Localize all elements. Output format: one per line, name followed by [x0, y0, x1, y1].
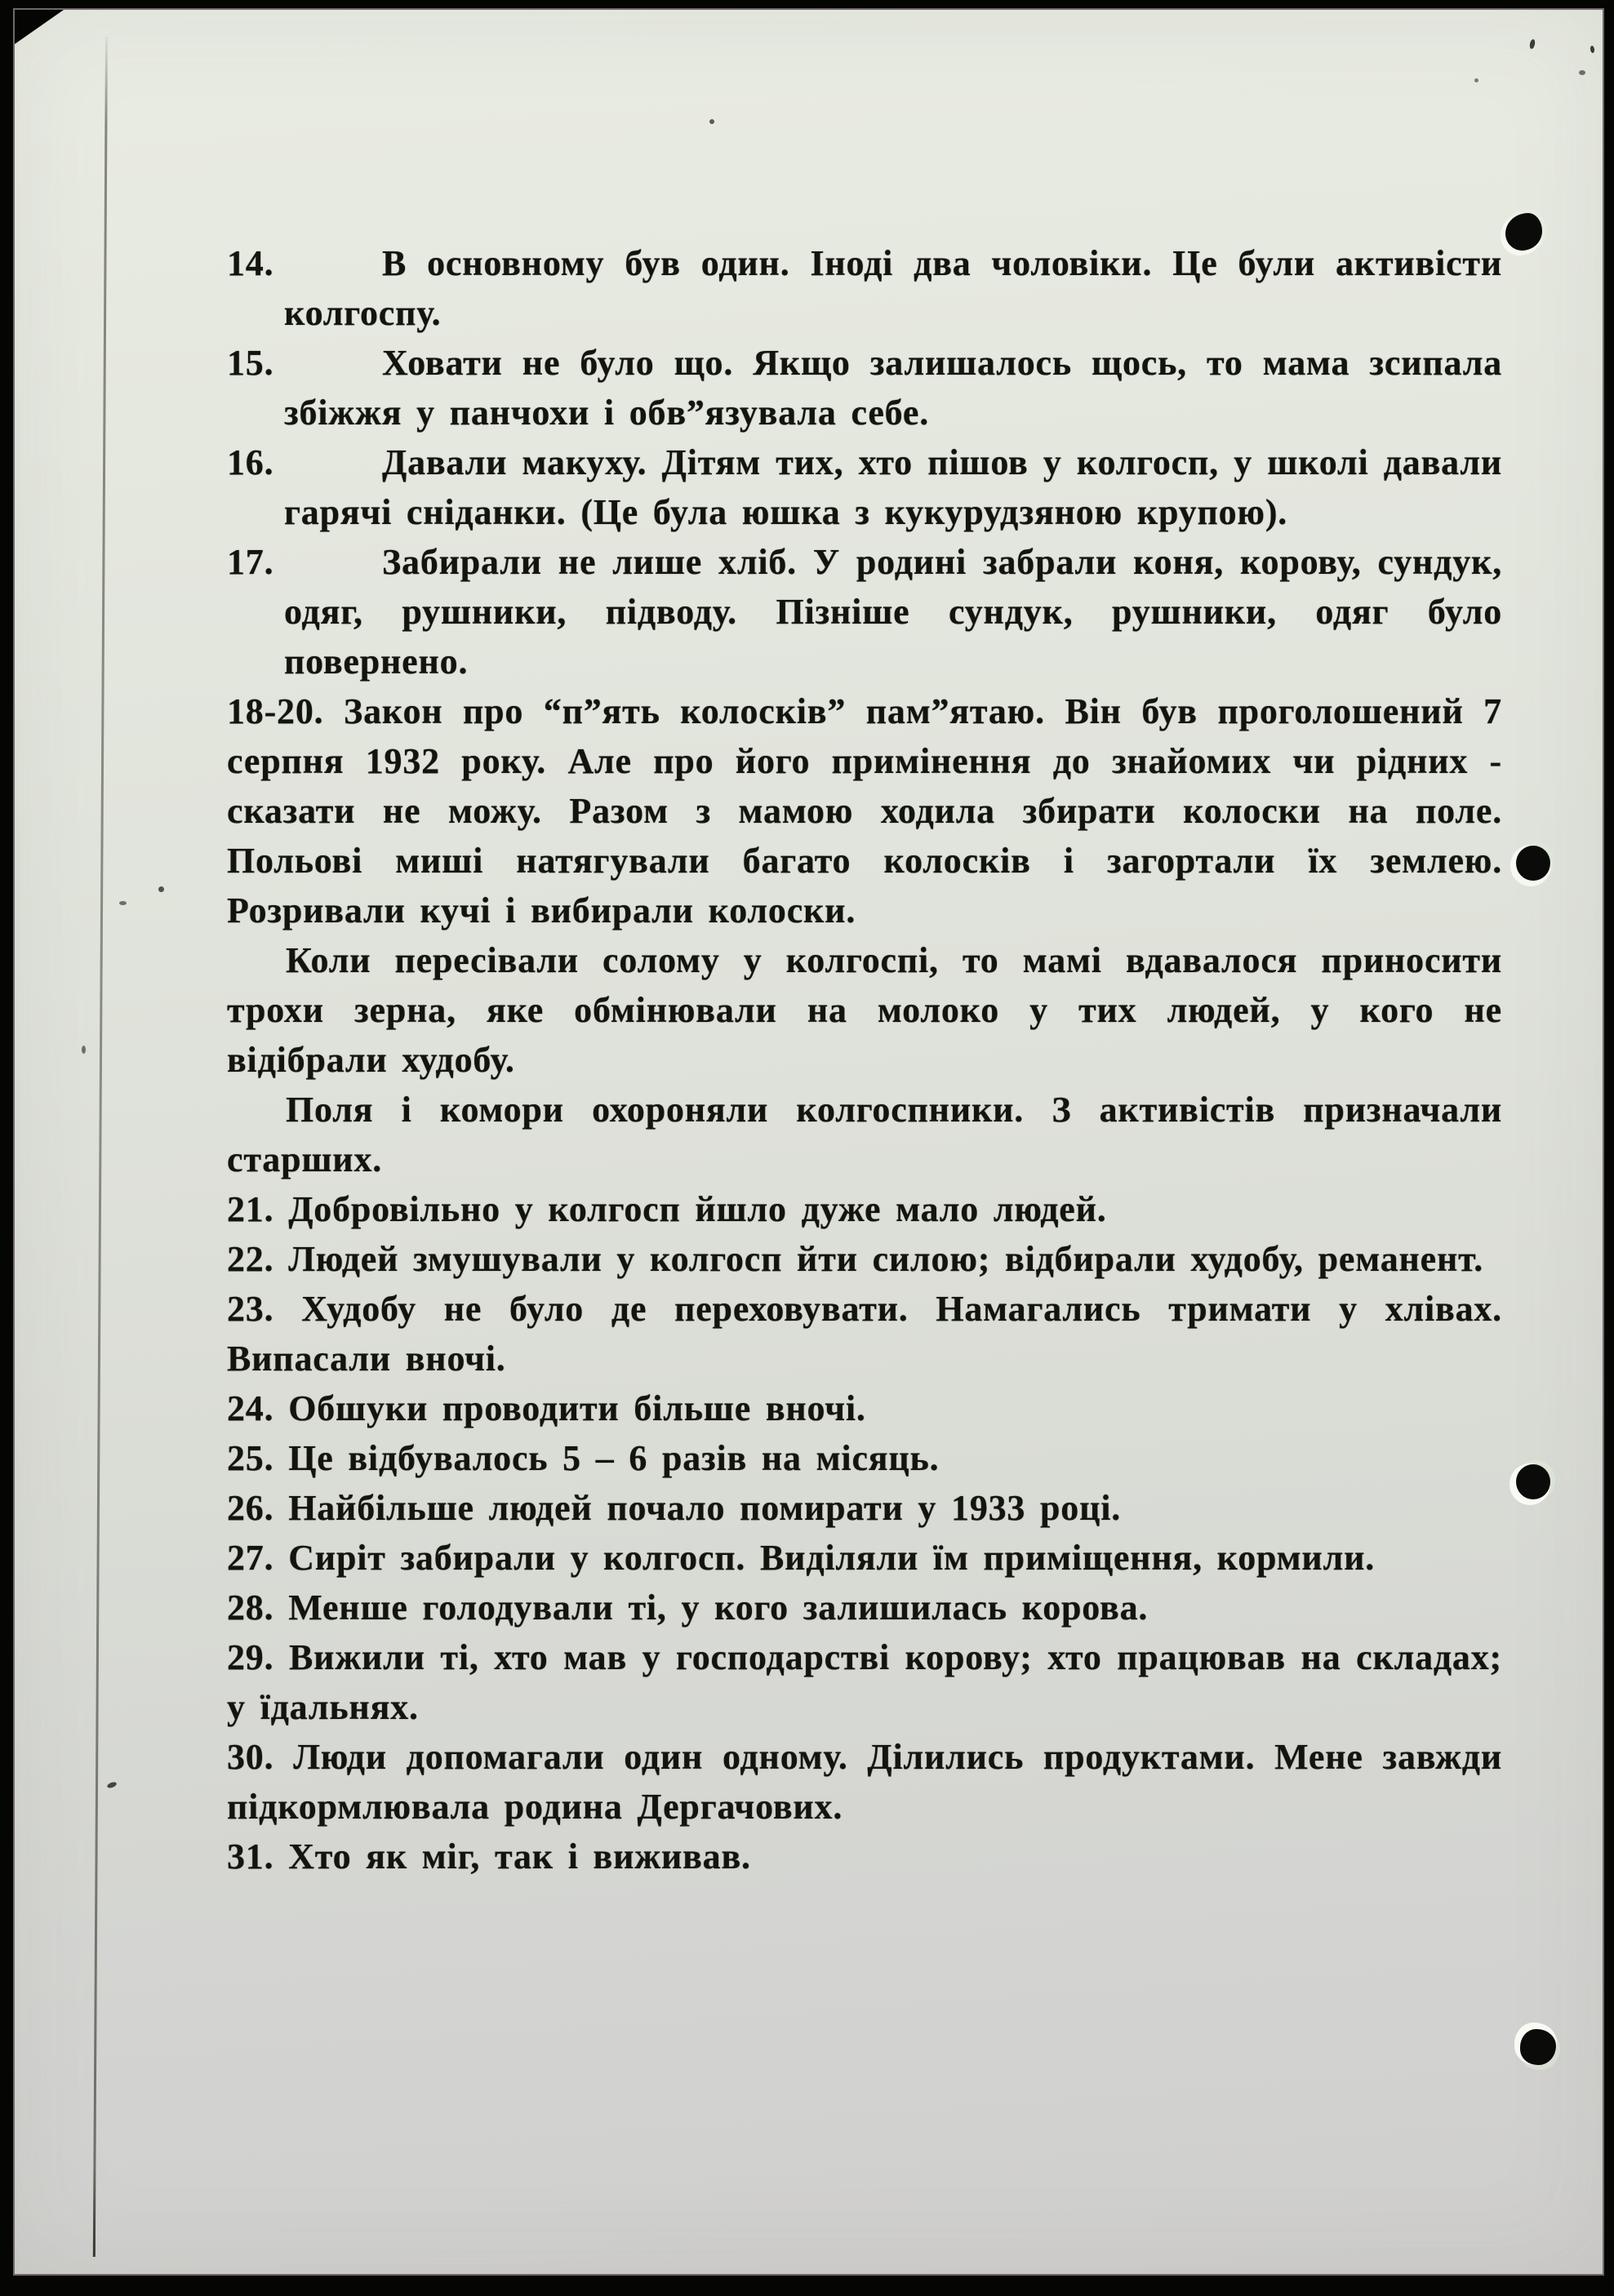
item-15	[227, 338, 1502, 437]
item-31	[227, 1832, 1502, 1881]
item-26-number: 26.	[227, 1488, 274, 1528]
item-22	[227, 1234, 1502, 1284]
item-18-20-text: Закон про “п”ять колосків” пам”ятаю. Він був проголошений 7 серпня 1932 року. Але про його примінення до знайомих чи рідних - сказати не можу. Разом з мамою ходила збирати колоски на поле. Польові миші натягували багато колосків і загортали їх землею. Розривали кучі і вибирали колоски.	[227, 691, 1502, 930]
document-text-block	[227, 238, 1502, 1881]
item-16-text: Давали макуху. Дітям тих, хто пішов у колгосп, у школі давали гарячі сніданки. (Це була юшка з кукурудзяною крупою).	[284, 442, 1502, 532]
item-27-number: 27.	[227, 1538, 274, 1578]
item-25-text: Це відбувалось 5 – 6 разів на місяць.	[288, 1438, 940, 1478]
item-29-text: Вижили ті, хто мав у господарстві корову; хто працював на складах; у їдальнях.	[227, 1637, 1502, 1727]
item-30	[227, 1732, 1502, 1832]
item-17	[227, 537, 1502, 686]
paragraph-guards-text: Поля і комори охороняли колгоспники. З активістів призначали старших.	[227, 1090, 1502, 1179]
item-28	[227, 1583, 1502, 1632]
item-23-text: Худобу не було де переховувати. Намагались тримати у хлівах. Випасали вночі.	[227, 1289, 1502, 1379]
item-22-text: Людей змушували у колгосп йти силою; відбирали худобу, реманент.	[288, 1239, 1484, 1279]
item-24-number: 24.	[227, 1388, 274, 1428]
item-27	[227, 1533, 1502, 1583]
item-29	[227, 1632, 1502, 1732]
item-30-text: Люди допомагали один одному. Ділились продуктами. Мене завжди підкормлювала родина Дергачових.	[227, 1737, 1502, 1827]
item-21	[227, 1184, 1502, 1234]
item-24-text: Обшуки проводити більше вночі.	[288, 1388, 866, 1428]
item-28-number: 28.	[227, 1588, 274, 1628]
item-31-text: Хто як міг, так і виживав.	[288, 1836, 751, 1876]
item-27-text: Сиріт забирали у колгосп. Виділяли їм приміщення, кормили.	[288, 1538, 1376, 1578]
scan-speck	[1579, 70, 1585, 75]
item-23-number: 23.	[227, 1289, 274, 1329]
item-14-number: 14.	[227, 243, 274, 283]
item-25-number: 25.	[227, 1438, 274, 1478]
item-25	[227, 1433, 1502, 1483]
scan-speck	[709, 119, 714, 124]
punch-hole-lower-middle	[1516, 1464, 1550, 1499]
scan-speck	[158, 886, 164, 892]
scan-speck	[1474, 78, 1478, 82]
item-15-number: 15.	[227, 343, 274, 383]
item-26-text: Найбільше людей почало помирати у 1933 році.	[288, 1488, 1122, 1528]
item-24	[227, 1383, 1502, 1433]
item-15-text: Ховати не було що. Якщо залишалось щось, то мама зсипала збіжжя у панчохи і обв”язувала себе.	[284, 343, 1502, 433]
item-26	[227, 1483, 1502, 1533]
punch-hole-bottom	[1520, 2029, 1556, 2065]
item-30-number: 30.	[227, 1737, 274, 1777]
paragraph-guards	[227, 1085, 1502, 1184]
item-16	[227, 437, 1502, 537]
item-18-20	[227, 686, 1502, 935]
punch-hole-upper-middle	[1516, 846, 1550, 881]
item-28-text: Менше голодували ті, у кого залишилась корова.	[288, 1588, 1149, 1628]
item-17-number: 17.	[227, 542, 274, 582]
paragraph-straw	[227, 935, 1502, 1085]
item-17-text: Забирали не лише хліб. У родині забрали коня, корову, сундук, одяг, рушники, підводу. Пізніше сундук, рушники, одяг було повернено.	[284, 542, 1502, 682]
item-14-text: В основному був один. Іноді два чоловіки. Це були активісти колгоспу.	[284, 243, 1502, 333]
paper-corner-shadow	[15, 10, 64, 44]
paragraph-straw-text: Коли пересівали солому у колгоспі, то мамі вдавалося приносити трохи зерна, яке обмінювали на молоко у тих людей, у кого не відібрали худобу.	[227, 940, 1502, 1080]
item-22-number: 22.	[227, 1239, 274, 1279]
item-18-20-number: 18-20.	[227, 691, 324, 731]
scan-speck	[82, 1046, 86, 1054]
scan-speck	[119, 901, 127, 905]
item-29-number: 29.	[227, 1637, 274, 1677]
item-21-number: 21.	[227, 1189, 274, 1229]
item-16-number: 16.	[227, 442, 274, 482]
item-14	[227, 238, 1502, 338]
item-23	[227, 1284, 1502, 1383]
item-21-text: Добровільно у колгосп йшло дуже мало людей.	[288, 1189, 1107, 1229]
item-31-number: 31.	[227, 1836, 274, 1876]
